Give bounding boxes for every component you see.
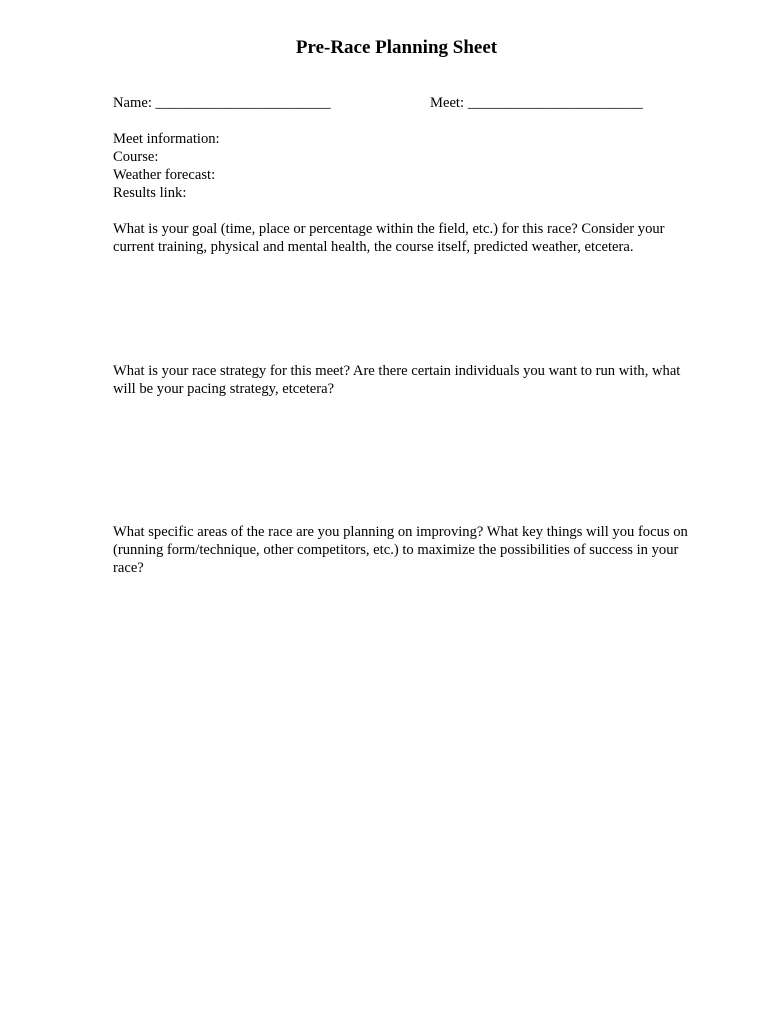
- name-field: Name: ________________________: [113, 95, 331, 111]
- weather-forecast-label: Weather forecast:: [113, 167, 216, 183]
- page-title: Pre-Race Planning Sheet: [295, 37, 498, 58]
- meet-info-block: [113, 130, 220, 202]
- meet-field: Meet: ________________________: [430, 95, 643, 111]
- goal-question: What is your goal (time, place or percentage within the field, etc.) for this race? Consider your current training, physical and mental health, the course itself, predicted weather, etcetera.: [113, 221, 665, 255]
- strategy-question: What is your race strategy for this meet? Are there certain individuals you want to run with, what will be your pacing strategy, etcetera?: [113, 363, 681, 397]
- improvement-question: What specific areas of the race are you planning on improving? What key things will you focus on (running form/technique, other competitors, etc.) to maximize the possibilities of success in your race?: [113, 524, 688, 576]
- results-link-label: Results link:: [113, 185, 187, 201]
- course-label: Course:: [113, 149, 159, 165]
- meet-information-label: Meet information:: [113, 131, 220, 147]
